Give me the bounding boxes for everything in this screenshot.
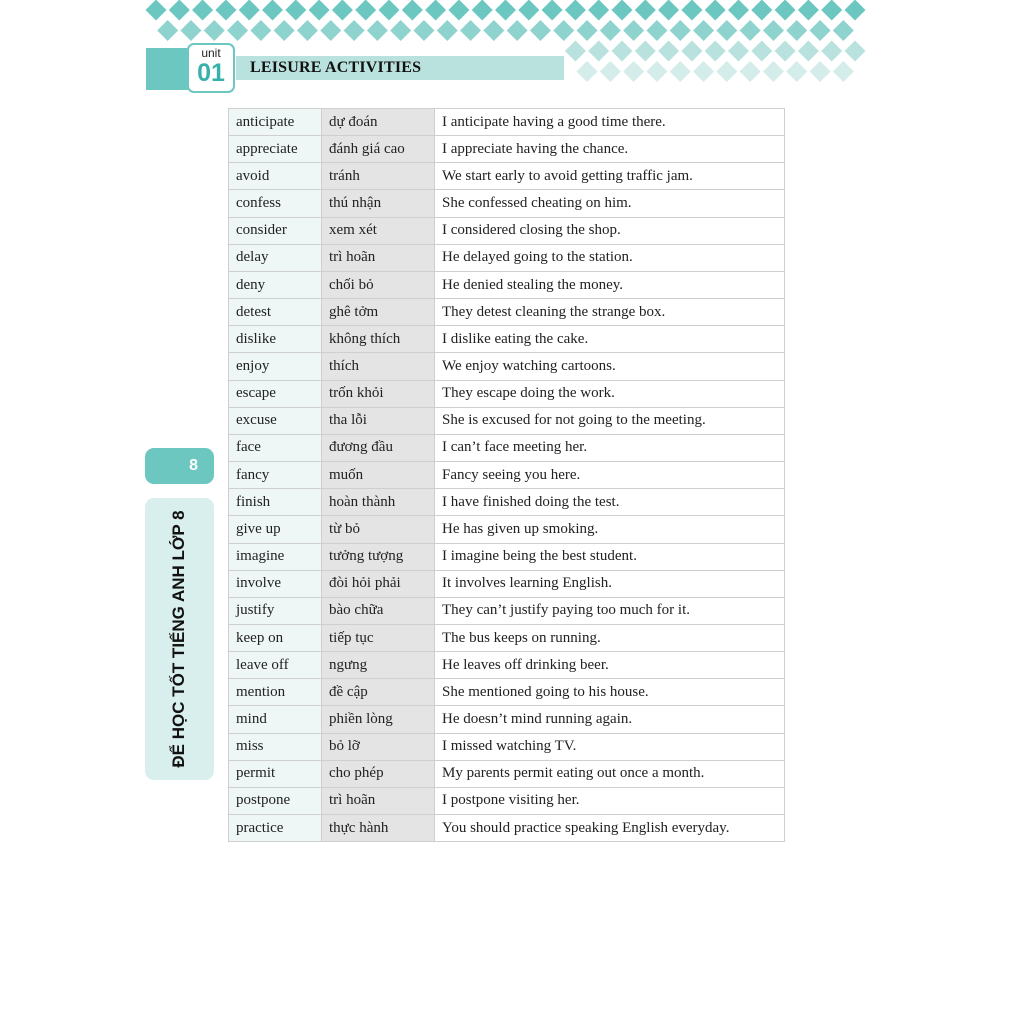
diamond-shape (763, 20, 784, 41)
example-cell: My parents permit eating out once a month. (435, 760, 785, 787)
example-cell: I appreciate having the chance. (435, 136, 785, 163)
diamond-shape (798, 41, 819, 62)
diamond-shape (635, 41, 656, 62)
diamond-shape (623, 20, 644, 41)
table-row (229, 326, 785, 353)
diamond-shape (448, 0, 469, 21)
table-row (229, 516, 785, 543)
diamond-shape (437, 20, 458, 41)
diamond-shape (588, 0, 609, 21)
diamond-shape (518, 0, 539, 21)
diamond-shape (285, 0, 306, 21)
example-cell: You should practice speaking English everyday. (435, 815, 785, 842)
diamond-shape (297, 20, 318, 41)
meaning-cell: thực hành (322, 815, 435, 842)
diamond-shape (670, 61, 691, 82)
diamond-shape (413, 20, 434, 41)
diamond-shape (612, 0, 633, 21)
diamond-shape (379, 0, 400, 21)
meaning-cell: ngưng (322, 652, 435, 679)
unit-badge (187, 43, 235, 93)
diamond-shape (146, 0, 167, 21)
diamond-shape (355, 0, 376, 21)
diamond-shape (577, 61, 598, 82)
page-title: LEISURE ACTIVITIES (250, 59, 422, 76)
word-cell: delay (229, 244, 322, 271)
diamond-shape (810, 61, 831, 82)
meaning-cell: trì hoãn (322, 244, 435, 271)
word-cell: mention (229, 679, 322, 706)
unit-label: unit (201, 46, 221, 60)
word-cell: avoid (229, 163, 322, 190)
example-cell: He doesn’t mind running again. (435, 706, 785, 733)
meaning-cell: hoàn thành (322, 489, 435, 516)
diamond-shape (553, 20, 574, 41)
word-cell: imagine (229, 543, 322, 570)
diamond-shape (833, 20, 854, 41)
table-row (229, 570, 785, 597)
example-cell: I have finished doing the test. (435, 489, 785, 516)
table-row (229, 652, 785, 679)
diamond-shape (833, 61, 854, 82)
word-cell: practice (229, 815, 322, 842)
diamond-shape (845, 0, 866, 21)
book-title: ĐỂ HỌC TỐT TIẾNG ANH LỚP 8 (169, 510, 188, 768)
diamond-shape (262, 0, 283, 21)
example-cell: We enjoy watching cartoons. (435, 353, 785, 380)
word-cell: anticipate (229, 109, 322, 136)
diamond-shape (751, 0, 772, 21)
diamond-shape (658, 0, 679, 21)
diamond-shape (542, 0, 563, 21)
table-row (229, 815, 785, 842)
table-row (229, 353, 785, 380)
table-row (229, 190, 785, 217)
diamond-shape (623, 61, 644, 82)
meaning-cell: phiền lòng (322, 706, 435, 733)
table-row (229, 679, 785, 706)
table-row (229, 543, 785, 570)
word-cell: deny (229, 271, 322, 298)
diamond-shape (693, 20, 714, 41)
diamond-shape (460, 20, 481, 41)
meaning-cell: đương đầu (322, 434, 435, 461)
word-cell: justify (229, 597, 322, 624)
example-cell: She confessed cheating on him. (435, 190, 785, 217)
table-row (229, 733, 785, 760)
diamond-shape (274, 20, 295, 41)
word-cell: confess (229, 190, 322, 217)
table-row (229, 624, 785, 651)
meaning-cell: đánh giá cao (322, 136, 435, 163)
diamond-shape (227, 20, 248, 41)
example-cell: She mentioned going to his house. (435, 679, 785, 706)
table-row (229, 462, 785, 489)
word-cell: appreciate (229, 136, 322, 163)
diamond-shape (565, 41, 586, 62)
diamond-shape (530, 20, 551, 41)
word-cell: give up (229, 516, 322, 543)
diamond-shape (821, 41, 842, 62)
word-cell: fancy (229, 462, 322, 489)
table-row (229, 407, 785, 434)
example-cell: It involves learning English. (435, 570, 785, 597)
unit-number: 01 (197, 59, 225, 87)
meaning-cell: dự đoán (322, 109, 435, 136)
word-cell: face (229, 434, 322, 461)
table-row (229, 760, 785, 787)
meaning-cell: cho phép (322, 760, 435, 787)
diamond-shape (309, 0, 330, 21)
diamond-shape (845, 41, 866, 62)
table-row (229, 244, 785, 271)
example-cell: I missed watching TV. (435, 733, 785, 760)
word-cell: enjoy (229, 353, 322, 380)
diamond-shape (483, 20, 504, 41)
diamond-shape (693, 61, 714, 82)
diamond-shape (332, 0, 353, 21)
meaning-cell: tha lỗi (322, 407, 435, 434)
diamond-shape (425, 0, 446, 21)
table-row (229, 787, 785, 814)
diamond-shape (740, 61, 761, 82)
diamond-shape (646, 20, 667, 41)
word-cell: keep on (229, 624, 322, 651)
table-row (229, 217, 785, 244)
diamond-shape (775, 0, 796, 21)
table-row (229, 109, 785, 136)
diamond-shape (204, 20, 225, 41)
meaning-cell: chối bỏ (322, 271, 435, 298)
diamond-shape (646, 61, 667, 82)
table-row (229, 299, 785, 326)
diamond-shape (495, 0, 516, 21)
diamond-shape (728, 41, 749, 62)
meaning-cell: tưởng tượng (322, 543, 435, 570)
word-cell: detest (229, 299, 322, 326)
diamond-shape (751, 41, 772, 62)
diamond-shape (157, 20, 178, 41)
diamond-shape (716, 61, 737, 82)
diamond-shape (192, 0, 213, 21)
diamond-shape (239, 0, 260, 21)
meaning-cell: không thích (322, 326, 435, 353)
meaning-cell: thú nhận (322, 190, 435, 217)
meaning-cell: thích (322, 353, 435, 380)
table-row (229, 136, 785, 163)
meaning-cell: muốn (322, 462, 435, 489)
diamond-shape (169, 0, 190, 21)
diamond-shape (180, 20, 201, 41)
word-cell: involve (229, 570, 322, 597)
meaning-cell: trì hoãn (322, 787, 435, 814)
diamond-shape (705, 0, 726, 21)
example-cell: We start early to avoid getting traffic jam. (435, 163, 785, 190)
word-cell: postpone (229, 787, 322, 814)
meaning-cell: xem xét (322, 217, 435, 244)
diamond-shape (577, 20, 598, 41)
diamond-shape (250, 20, 271, 41)
diamond-shape (367, 20, 388, 41)
table-row (229, 706, 785, 733)
example-cell: I considered closing the shop. (435, 217, 785, 244)
diamond-shape (600, 61, 621, 82)
meaning-cell: bào chữa (322, 597, 435, 624)
diamond-shape (507, 20, 528, 41)
word-cell: finish (229, 489, 322, 516)
table-row (229, 489, 785, 516)
diamond-shape (810, 20, 831, 41)
diamond-shape (798, 0, 819, 21)
table-row (229, 163, 785, 190)
diamond-shape (670, 20, 691, 41)
diamond-shape (821, 0, 842, 21)
table-row (229, 271, 785, 298)
meaning-cell: ghê tởm (322, 299, 435, 326)
word-cell: mind (229, 706, 322, 733)
example-cell: I imagine being the best student. (435, 543, 785, 570)
diamond-shape (740, 20, 761, 41)
example-cell: They detest cleaning the strange box. (435, 299, 785, 326)
example-cell: I postpone visiting her. (435, 787, 785, 814)
diamond-shape (775, 41, 796, 62)
diamond-shape (786, 61, 807, 82)
diamond-shape (716, 20, 737, 41)
diamond-shape (612, 41, 633, 62)
diamond-shape (320, 20, 341, 41)
vocabulary-table-body (229, 109, 785, 842)
diamond-shape (565, 0, 586, 21)
example-cell: She is excused for not going to the meeting. (435, 407, 785, 434)
meaning-cell: trốn khỏi (322, 380, 435, 407)
diamond-shape (786, 20, 807, 41)
example-cell: I dislike eating the cake. (435, 326, 785, 353)
example-cell: I anticipate having a good time there. (435, 109, 785, 136)
example-cell: They escape doing the work. (435, 380, 785, 407)
table-row (229, 434, 785, 461)
word-cell: leave off (229, 652, 322, 679)
example-cell: I can’t face meeting her. (435, 434, 785, 461)
example-cell: He has given up smoking. (435, 516, 785, 543)
word-cell: miss (229, 733, 322, 760)
diamond-shape (681, 0, 702, 21)
meaning-cell: tiếp tục (322, 624, 435, 651)
example-cell: The bus keeps on running. (435, 624, 785, 651)
diamond-shape (705, 41, 726, 62)
example-cell: He delayed going to the station. (435, 244, 785, 271)
word-cell: excuse (229, 407, 322, 434)
example-cell: They can’t justify paying too much for it. (435, 597, 785, 624)
page-number: 8 (145, 448, 214, 484)
diamond-shape (472, 0, 493, 21)
diamond-shape (658, 41, 679, 62)
meaning-cell: bỏ lỡ (322, 733, 435, 760)
table-row (229, 380, 785, 407)
meaning-cell: từ bỏ (322, 516, 435, 543)
meaning-cell: tránh (322, 163, 435, 190)
meaning-cell: đòi hỏi phải (322, 570, 435, 597)
diamond-shape (344, 20, 365, 41)
diamond-shape (402, 0, 423, 21)
header-accent-block (146, 48, 188, 90)
diamond-shape (588, 41, 609, 62)
diamond-shape (763, 61, 784, 82)
word-cell: permit (229, 760, 322, 787)
word-cell: dislike (229, 326, 322, 353)
diamond-shape (681, 41, 702, 62)
diamond-shape (600, 20, 621, 41)
meaning-cell: đề cập (322, 679, 435, 706)
word-cell: escape (229, 380, 322, 407)
vocabulary-table (228, 108, 785, 842)
diamond-shape (390, 20, 411, 41)
example-cell: Fancy seeing you here. (435, 462, 785, 489)
table-row (229, 597, 785, 624)
diamond-shape (728, 0, 749, 21)
diamond-shape (635, 0, 656, 21)
example-cell: He leaves off drinking beer. (435, 652, 785, 679)
example-cell: He denied stealing the money. (435, 271, 785, 298)
diamond-shape (215, 0, 236, 21)
word-cell: consider (229, 217, 322, 244)
